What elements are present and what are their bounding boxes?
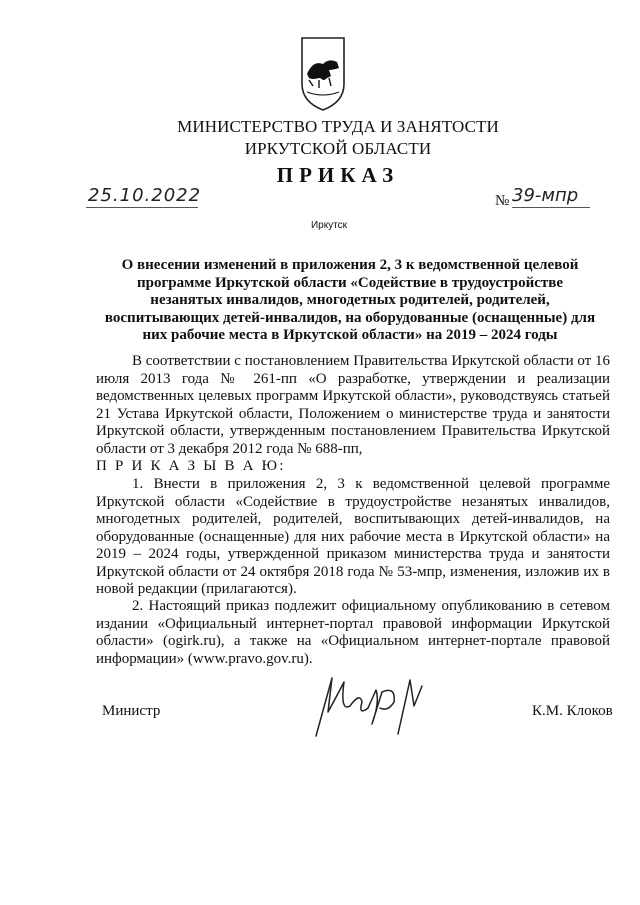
signer-role: Министр xyxy=(102,703,161,719)
preamble-paragraph xyxy=(96,353,610,458)
number-underline xyxy=(512,207,590,208)
order-item-1 xyxy=(96,476,610,599)
document-title: ПРИКАЗ xyxy=(276,163,400,187)
order-item-2-text: 2. Настоящий приказ подлежит официальному опубликованию в сетевом издании «Официальный интернет-портал правовой информации Иркутской области» (ogirk.ru), а также на «Официальном интернет-портале правовой информации» (www.pravo.gov.ru). xyxy=(96,598,610,667)
ministry-name-line1: МИНИСТЕРСТВО ТРУДА И ЗАНЯТОСТИ xyxy=(177,117,499,136)
order-word: П Р И К А З Ы В А Ю: xyxy=(96,458,286,474)
order-item-2 xyxy=(96,598,610,668)
order-item-1-text: 1. Внести в приложения 2, 3 к ведомственной целевой программе Иркутской области «Содействие в трудоустройстве незанятых инвалидов, многодетных родителей, родителей, воспитывающих детей-инвалидов, на оборудованные (оснащенные) для них рабочие места в Иркутской области» на 2019 – 2024 годы, утвержденной приказом министерства труда и занятости Иркутской области от 24 октября 2018 года № 53-мпр, изменения, изложив их в новой редакции (прилагаются). xyxy=(96,476,610,597)
coat-of-arms-icon xyxy=(299,36,347,112)
handwritten-signature xyxy=(310,672,430,742)
preamble-text: В соответствии с постановлением Правительства Иркутской области от 16 июля 2013 года № 261-пп «О разработке, утверждении и реализации ведомственных целевых программ Иркутской области», руководствуясь статьей 21 Устава Иркутской области, Положением о министерстве труда и занятости Иркутской области, утвержденным постановлением Правительства Иркутской области от 3 декабря 2012 года № 688-пп, xyxy=(96,353,610,457)
city-name: Иркутск xyxy=(310,220,348,231)
signer-name: К.М. Клоков xyxy=(532,703,613,719)
order-date: 25.10.2022 xyxy=(88,185,202,206)
ministry-name-line2: ИРКУТСКОЙ ОБЛАСТИ xyxy=(244,139,432,158)
order-number: 39-мпр xyxy=(512,185,579,206)
order-subject: О внесении изменений в приложения 2, 3 к ведомственной целевой программе Иркутской области «Содействие в трудоустройстве незанятых инвалидов, многодетных родителей, родителей, воспитывающих детей-инвалидов, на оборудованные (оснащенные) для них рабочие места в Иркутской области» на 2019 – 2024 годы xyxy=(104,257,596,344)
number-sign: № xyxy=(495,193,510,209)
date-underline xyxy=(86,207,198,208)
